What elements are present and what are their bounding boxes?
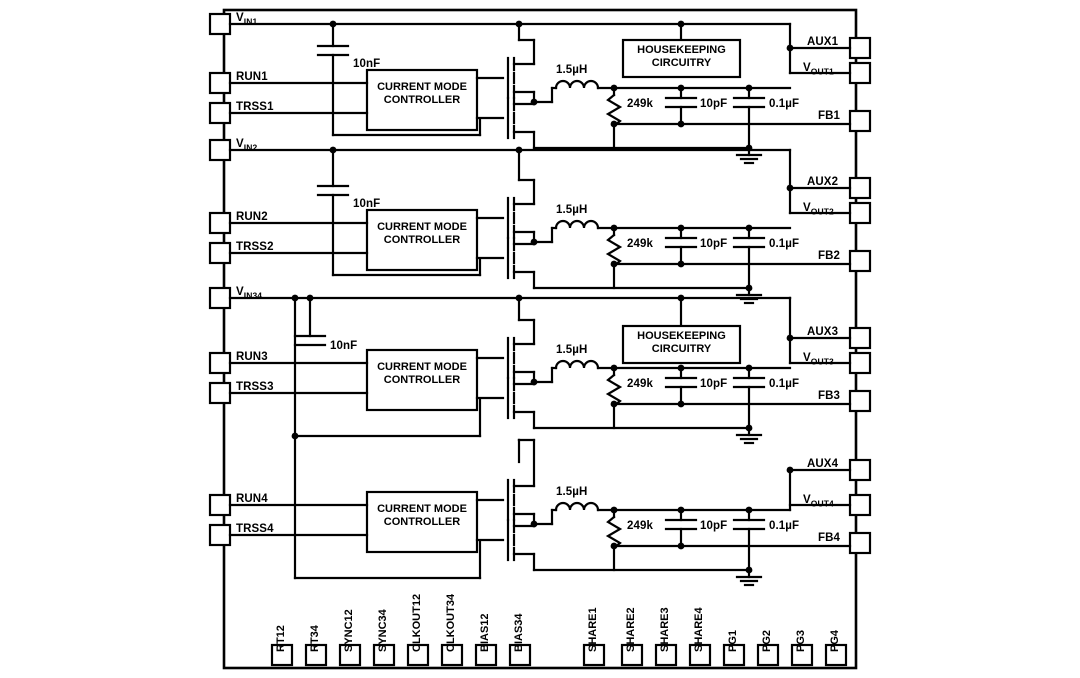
- controller-line2: CONTROLLER: [383, 234, 461, 246]
- controller-block-2: [367, 221, 477, 247]
- controller-line2: CONTROLLER: [383, 94, 461, 106]
- resistor-label-1: 249k: [627, 98, 653, 110]
- pin-label-bias12: BIAS12: [479, 613, 491, 652]
- pin-label-run3: RUN3: [236, 351, 268, 363]
- pin-label-trss4: TRSS4: [236, 523, 274, 535]
- controller-line2: CONTROLLER: [383, 374, 461, 386]
- pin-label-pg3: PG3: [795, 629, 807, 652]
- controller-block-1: [367, 81, 477, 107]
- housekeeping-block-2: [623, 330, 740, 356]
- pin-label-fb2: FB2: [818, 250, 841, 262]
- cap-label-cin1: 10nF: [353, 58, 381, 70]
- pin-label-run1: RUN1: [236, 71, 268, 83]
- pin-label-fb3: FB3: [818, 390, 841, 402]
- pin-label-sync34: SYNC34: [377, 609, 389, 652]
- housekeeping-block-1: [623, 44, 740, 70]
- controller-block-4: [367, 503, 477, 529]
- pin-label-sync12: SYNC12: [343, 609, 355, 652]
- cap-label-cout2: 0.1µF: [769, 238, 800, 250]
- cap-label-cin2: 10nF: [353, 198, 381, 210]
- pin-label-trss1: TRSS1: [236, 101, 274, 113]
- pin-label-share1: SHARE1: [587, 607, 599, 652]
- pin-label-pg4: PG4: [829, 629, 841, 652]
- pin-label-vin34: $V_{IN34}$: [236, 286, 263, 301]
- cap-label-cout3: 0.1µF: [769, 378, 800, 390]
- controller-line1: CURRENT MODE: [377, 503, 467, 515]
- pin-label-pg1: PG1: [727, 629, 739, 652]
- cap-label-cff4: 10pF: [700, 520, 728, 532]
- inductor-label-1: 1.5µH: [556, 64, 588, 76]
- controller-line2: CONTROLLER: [383, 516, 461, 528]
- resistor-label-4: 249k: [627, 520, 653, 532]
- pin-label-run2: RUN2: [236, 211, 268, 223]
- pin-label-aux3: AUX3: [807, 326, 839, 338]
- pin-label-aux4: AUX4: [807, 458, 839, 470]
- inductor-label-4: 1.5µH: [556, 486, 588, 498]
- controller-line1: CURRENT MODE: [377, 361, 467, 373]
- cap-label-cff2: 10pF: [700, 238, 728, 250]
- pin-label-clkout34: CLKOUT34: [445, 593, 457, 652]
- inductor-label-2: 1.5µH: [556, 204, 588, 216]
- pin-label-vout4: $V_{OUT4}$: [803, 494, 834, 509]
- pin-label-rt34: RT34: [309, 625, 321, 652]
- pin-label-trss3: TRSS3: [236, 381, 274, 393]
- cap-label-cin3: 10nF: [330, 340, 358, 352]
- pin-label-trss2: TRSS2: [236, 241, 274, 253]
- pin-label-aux2: AUX2: [807, 176, 839, 188]
- pin-label-share2: SHARE2: [625, 607, 637, 652]
- pin-label-rt12: RT12: [275, 625, 287, 652]
- pin-label-vout1: $V_{OUT1}$: [803, 62, 834, 77]
- pin-label-vout3: $V_{OUT3}$: [803, 352, 834, 367]
- pin-label-run4: RUN4: [236, 493, 268, 505]
- pin-label-share3: SHARE3: [659, 607, 671, 652]
- pin-label-vout2: $V_{OUT2}$: [803, 202, 834, 217]
- pin-label-vin1: $V_{IN1}$: [236, 12, 258, 27]
- cap-label-cff1: 10pF: [700, 98, 728, 110]
- resistor-label-3: 249k: [627, 378, 653, 390]
- inductor-label-3: 1.5µH: [556, 344, 588, 356]
- housekeeping-line2: CIRCUITRY: [651, 343, 712, 355]
- controller-line1: CURRENT MODE: [377, 221, 467, 233]
- housekeeping-line1: HOUSEKEEPING: [637, 330, 726, 342]
- pin-label-clkout12: CLKOUT12: [411, 593, 423, 652]
- pin-label-share4: SHARE4: [693, 607, 705, 652]
- controller-block-3: [367, 361, 477, 387]
- housekeeping-line1: HOUSEKEEPING: [637, 44, 726, 56]
- pin-label-fb4: FB4: [818, 532, 841, 544]
- pin-label-bias34: BIAS34: [513, 613, 525, 652]
- cap-label-cout4: 0.1µF: [769, 520, 800, 532]
- cap-label-cout1: 0.1µF: [769, 98, 800, 110]
- pin-label-vin2: $V_{IN2}$: [236, 138, 258, 153]
- pin-label-pg2: PG2: [761, 629, 773, 652]
- resistor-label-2: 249k: [627, 238, 653, 250]
- housekeeping-line2: CIRCUITRY: [651, 57, 712, 69]
- pin-label-aux1: AUX1: [807, 36, 839, 48]
- pin-label-fb1: FB1: [818, 110, 841, 122]
- cap-label-cff3: 10pF: [700, 378, 728, 390]
- controller-line1: CURRENT MODE: [377, 81, 467, 93]
